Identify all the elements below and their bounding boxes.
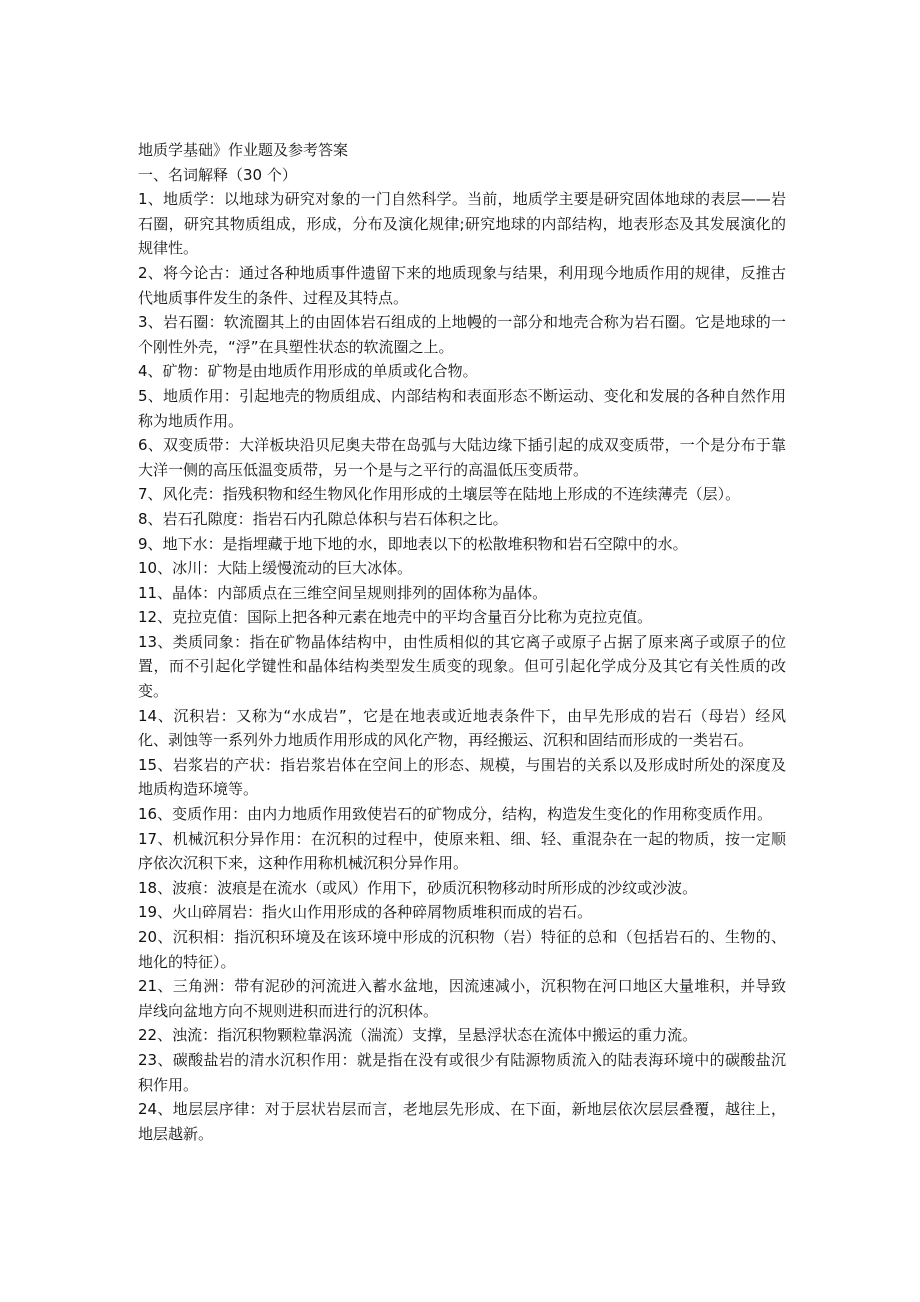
term-number-separator: 、 (157, 706, 174, 725)
term-number-separator: 、 (157, 1026, 173, 1045)
term-number: 15 (138, 755, 158, 774)
term-colon: ： (234, 632, 250, 651)
term-definition: 对于层状岩层而言，老地层先形成、在下面，新地层依次层层叠覆，越往上，地层越新。 (138, 1100, 786, 1143)
term-number: 10 (138, 559, 158, 578)
term-name: 地质作用 (162, 386, 224, 405)
term-definition: 波痕是在流水（或风）作用下，砂质沉积物移动时所形成的沙纹或沙波。 (217, 878, 698, 897)
term-colon: ： (264, 755, 281, 774)
term-colon: ： (202, 1026, 218, 1045)
term-definition: 指残积物和经生物风化作用形成的土壤层等在陆地上形成的不连续薄壳（层）。 (222, 485, 741, 504)
term-number-separator: 、 (157, 878, 173, 897)
term-name: 矿物 (162, 362, 193, 381)
term-number-separator: 、 (157, 805, 173, 824)
term-definition: 在沉积的过程中，使原来粗、细、轻、重混杂在一起的物质，按一定顺序依次沉积下来，这种作用称机械沉积分异作用。 (138, 829, 786, 873)
term-number-separator: 、 (157, 583, 173, 602)
term-colon: ： (218, 928, 235, 946)
term-colon: ： (341, 1050, 357, 1069)
term-number: 23 (138, 1050, 158, 1069)
term-number: 11 (138, 583, 158, 602)
term-entry (138, 261, 786, 310)
term-number-separator: 、 (147, 485, 163, 504)
term-name: 沉积相 (172, 928, 219, 946)
term-entry (138, 433, 786, 482)
term-number: 18 (138, 878, 158, 897)
term-definition: 指沉积物颗粒靠涡流（湍流）支撑，呈悬浮状态在流体中搬运的重力流。 (217, 1026, 698, 1045)
term-number-separator: 、 (147, 534, 163, 553)
term-colon: ： (202, 559, 218, 578)
term-definition: 指岩石内孔隙总体积与岩石体积之比。 (252, 509, 508, 528)
term-colon: ： (249, 1100, 265, 1119)
term-definition: 就是指在没有或很少有陆源物质流入的陆表海环境中的碳酸盐沉积作用。 (138, 1050, 786, 1094)
term-name: 机械沉积分异作用 (172, 829, 296, 848)
term-definition: 国际上把各种元素在地壳中的平均含量百分比称为克拉克值。 (247, 608, 653, 627)
term-number: 22 (138, 1026, 158, 1045)
term-name: 双变质带 (162, 436, 224, 455)
term-entry (138, 359, 786, 384)
term-name: 碳酸盐岩的清水沉积作用 (172, 1050, 342, 1069)
term-number: 21 (138, 977, 158, 996)
term-definition: 带有泥砂的河流进入蓄水盆地，因流速减小，沉积物在河口地区大量堆积，并导致岸线向盆地方向不规则进积而进行的沉积体。 (138, 977, 786, 1020)
term-entry (138, 900, 786, 925)
term-name: 浊流 (172, 1026, 203, 1045)
term-entry (138, 581, 786, 606)
term-number-separator: 、 (157, 1100, 173, 1119)
term-entry (138, 630, 786, 704)
term-colon: ： (192, 362, 208, 381)
term-entry (138, 802, 786, 827)
term-colon: ： (208, 190, 224, 209)
term-name: 岩石圈 (162, 313, 209, 332)
term-number-separator: 、 (147, 509, 163, 528)
term-definition: 由内力地质作用致使岩石的矿物成分，结构，构造发生变化的作用称变质作用。 (247, 805, 773, 824)
term-colon: ： (232, 805, 248, 824)
term-definition: 又称为“水成岩”，它是在地表或近地表条件下，由早先形成的岩石（母岩）经风化、剥蚀等一系列外力地质作用形成的风化产物，再经搬运、沉积和固结而形成的一类岩石。 (138, 706, 786, 750)
term-definition: 软流圈其上的由固体岩石组成的上地幔的一部分和地壳合称为岩石圈。它是地球的一个刚性外壳，“浮”在具塑性状态的软流圈之上。 (138, 313, 786, 356)
term-name: 三角洲 (172, 977, 219, 996)
term-colon: ： (223, 436, 239, 455)
term-number: 9 (138, 534, 148, 553)
term-entry (138, 482, 786, 507)
term-colon: ： (223, 263, 239, 282)
term-definition: 内部质点在三维空间呈规则排列的固体称为晶体。 (217, 583, 548, 602)
term-name: 类质同象 (172, 632, 235, 651)
term-entry (138, 1097, 786, 1146)
term-colon: ： (237, 509, 253, 528)
term-number: 16 (138, 805, 158, 824)
term-number: 19 (138, 903, 158, 922)
term-entry (138, 556, 786, 581)
term-entry (138, 532, 786, 557)
term-number-separator: 、 (157, 928, 173, 946)
term-number: 3 (138, 313, 148, 332)
term-name: 变质作用 (172, 805, 233, 824)
term-name: 风化壳 (162, 485, 208, 504)
term-number: 2 (138, 263, 148, 282)
term-definition: 通过各种地质事件遗留下来的地质现象与结果，利用现今地质作用的规律，反推古代地质事件发生的条件、过程及其特点。 (138, 263, 786, 307)
term-name: 克拉克值 (172, 608, 233, 627)
term-colon: ： (202, 878, 218, 897)
term-definition: 指岩浆岩体在空间上的形态、规模，与围岩的关系以及形成时所处的深度及地质构造环境等。 (138, 755, 786, 799)
term-name: 晶体 (172, 583, 203, 602)
term-definition: 引起地壳的物质组成、内部结构和表面形态不断运动、变化和发展的各种自然作用称为地质作用。 (138, 386, 786, 430)
term-name: 岩浆岩的产状 (172, 755, 265, 774)
term-colon: ： (220, 706, 237, 725)
term-entry (138, 974, 786, 1023)
term-colon: ： (223, 386, 239, 405)
term-number-separator: 、 (147, 386, 163, 405)
document-body (138, 138, 786, 1146)
term-definition: 矿物是由地质作用形成的单质或化合物。 (207, 362, 478, 381)
term-definition: 指火山作用形成的各种碎屑物质堆积而成的岩石。 (262, 903, 593, 922)
term-definition: 以地球为研究对象的一门自然科学。当前，地质学主要是研究固体地球的表层——岩石圈，研究其物质组成，形成，分布及演化规律;研究地球的内部结构，地表形态及其发展演化的规律性。 (138, 190, 786, 258)
term-number: 8 (138, 509, 148, 528)
term-name: 地质学 (162, 190, 209, 209)
term-number-separator: 、 (157, 755, 173, 774)
term-entry (138, 1048, 786, 1097)
term-name: 火山碎屑岩 (172, 903, 248, 922)
term-number-separator: 、 (147, 313, 163, 332)
term-colon: ： (247, 903, 263, 922)
term-list (138, 187, 786, 1146)
section-heading: 一、名词解释（30 个） (138, 165, 297, 184)
term-number-separator: 、 (147, 362, 163, 381)
term-entry (138, 507, 786, 532)
term-colon: ： (232, 608, 248, 627)
term-number: 13 (138, 632, 158, 651)
term-number: 5 (138, 386, 148, 405)
term-number: 4 (138, 362, 148, 381)
term-colon: ： (202, 583, 218, 602)
term-number: 17 (138, 829, 158, 848)
term-entry (138, 876, 786, 901)
term-definition: 大洋板块沿贝尼奥夫带在岛弧与大陆边缘下插引起的成双变质带，一个是分布于靠大洋一侧的高压低温变质带，另一个是与之平行的高温低压变质带。 (138, 436, 786, 479)
term-number-separator: 、 (147, 190, 163, 209)
term-number: 6 (138, 436, 148, 455)
term-entry (138, 704, 786, 753)
term-number-separator: 、 (157, 632, 173, 651)
term-entry (138, 1023, 786, 1048)
term-colon: ： (207, 485, 223, 504)
term-colon: ： (218, 977, 235, 996)
term-name: 地层层序律 (172, 1100, 250, 1119)
term-number: 12 (138, 608, 158, 627)
term-number-separator: 、 (147, 436, 163, 455)
term-number-separator: 、 (157, 559, 173, 578)
term-definition: 是指埋藏于地下地的水，即地表以下的松散堆积物和岩石空隙中的水。 (222, 534, 688, 553)
term-number-separator: 、 (157, 977, 173, 996)
term-entry (138, 753, 786, 802)
term-entry (138, 827, 786, 876)
term-number: 24 (138, 1100, 158, 1119)
term-number-separator: 、 (157, 608, 173, 627)
document-title: 地质学基础》作业题及参考答案 (138, 141, 349, 159)
term-entry (138, 925, 786, 974)
term-number: 20 (138, 928, 158, 946)
term-colon: ： (207, 534, 223, 553)
term-name: 岩石孔隙度 (162, 509, 238, 528)
term-entry (138, 384, 786, 433)
term-name: 地下水 (162, 534, 208, 553)
term-number-separator: 、 (157, 903, 173, 922)
term-entry (138, 187, 786, 261)
term-number-separator: 、 (157, 1050, 173, 1069)
term-definition: 指沉积环境及在该环境中形成的沉积物（岩）特征的总和（包括岩石的、生物的、地化的特征）。 (138, 928, 786, 971)
term-entry (138, 605, 786, 630)
term-entry (138, 310, 786, 359)
term-number: 1 (138, 190, 148, 209)
term-definition: 指在矿物晶体结构中，由性质相似的其它离子或原子占据了原来离子或原子的位置，而不引起化学键性和晶体结构类型发生质变的现象。但可引起化学成分及其它有关性质的改变。 (138, 632, 786, 701)
term-colon: ： (295, 829, 311, 848)
term-name: 冰川 (172, 559, 203, 578)
term-number: 14 (138, 706, 158, 725)
term-name: 波痕 (172, 878, 203, 897)
term-name: 将今论古 (162, 263, 224, 282)
term-number-separator: 、 (147, 263, 163, 282)
term-number: 7 (138, 485, 148, 504)
term-number-separator: 、 (157, 829, 173, 848)
term-definition: 大陆上缓慢流动的巨大冰体。 (217, 559, 413, 578)
term-name: 沉积岩 (173, 706, 221, 725)
term-colon: ： (208, 313, 224, 332)
